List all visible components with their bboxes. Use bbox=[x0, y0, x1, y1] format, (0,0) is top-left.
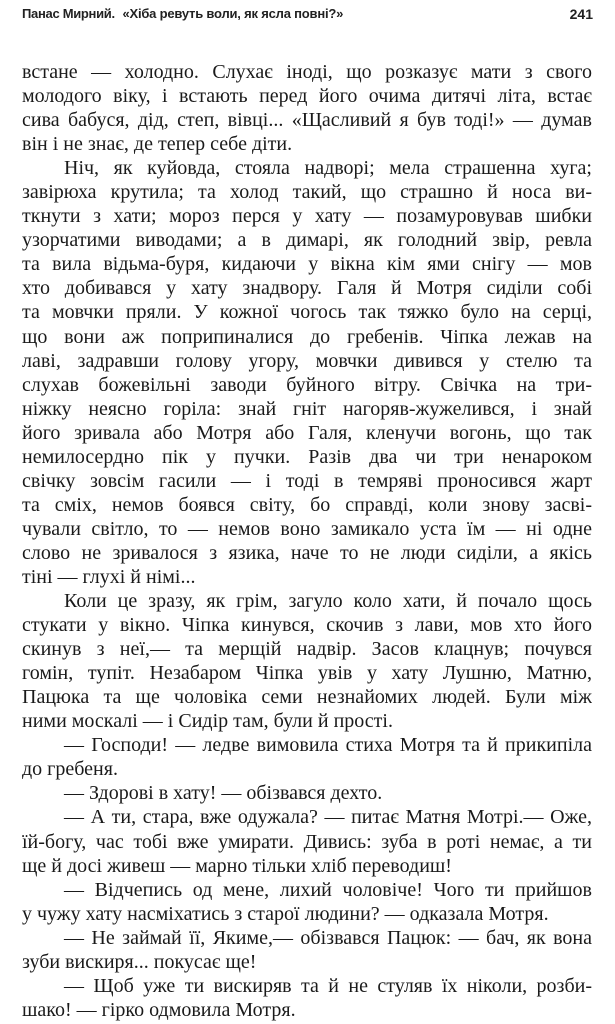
text-line: немилосердно пік у пучки. Разів два чи три ненароком bbox=[22, 445, 592, 468]
text-line: їй-богу, час тобі вже умирати. Дивись: зуба в роті немає, а ти bbox=[22, 830, 592, 853]
text-line: та мовчки пряли. У кожної чогось так тяжко було на серці, bbox=[22, 301, 592, 324]
text-line: ткнути з хати; мороз перся у хату — позамуровував шибки bbox=[22, 205, 592, 228]
text-line: встане — холодно. Слухає іноді, що розказує мати з свого bbox=[22, 61, 592, 83]
text-line: молодого віку, і встають перед його очима дитячі літа, встає bbox=[22, 85, 592, 108]
text-line: свічку зовсім гасили — і тоді в темряві проносився жарт bbox=[22, 469, 592, 492]
text-line: — Господи! — ледве вимовила стиха Мотря та й прикипіла bbox=[64, 734, 592, 757]
text-line: що вони аж поприпиналися до гребенів. Чіпка лежав на bbox=[22, 325, 592, 348]
text-line: гомін, тупіт. Незабаром Чіпка увів у хату Лушню, Матню, bbox=[22, 662, 592, 685]
text-line: — Здорові в хату! — обізвався дехто. bbox=[64, 782, 383, 805]
text-line: слухав божевільні заводи буйного вітру. Свічка на три- bbox=[22, 373, 592, 396]
text-line: чували світло, то — немов воно замикало уста їм — ні одне bbox=[22, 517, 592, 540]
text-line: тіні — глухі й німі... bbox=[22, 565, 196, 588]
text-line: він і не знає, де тепер себе діти. bbox=[22, 133, 293, 156]
text-line: — А ти, стара, вже одужала? — питає Матня Мотрі.— Оже, bbox=[64, 806, 592, 829]
text-line: хто добивався у хату знадвору. Галя й Мотря сиділи собі bbox=[22, 277, 592, 300]
header-author: Панас Мирний. bbox=[22, 6, 115, 21]
text-line: Коли це зразу, як грім, загуло коло хати, й почало щось bbox=[64, 590, 592, 613]
page-number: 241 bbox=[569, 6, 593, 22]
text-line: стукати у вікно. Чіпка кинувся, скочив з лави, мов хто його bbox=[22, 614, 592, 637]
running-header bbox=[22, 6, 593, 26]
text-line: — Відчепись од мене, лихий чоловіче! Чого ти прийшов bbox=[64, 878, 592, 901]
text-line: — Щоб уже ти вискиряв та й не стуляв їх ніколи, розби- bbox=[64, 974, 592, 997]
text-line: слово не зривалося з язика, наче то не люди сиділи, а якісь bbox=[22, 541, 592, 564]
text-line: ніжку неясно горіла: знай гніт нагоряв-жужелився, і знай bbox=[22, 397, 592, 420]
text-line: та сміх, немов боявся світу, бо справді, коли знову засві- bbox=[22, 493, 592, 516]
text-line: лаві, задравши голову угору, мовчки дивився у стелю та bbox=[22, 349, 592, 372]
text-line: завірюха крутила; та холод такий, що страшно й носа ви- bbox=[22, 181, 592, 204]
text-line: — Не займай її, Якиме,— обізвався Пацюк: — бач, як вона bbox=[64, 926, 592, 949]
text-line: зуби вискиря... покусає ще! bbox=[22, 950, 257, 973]
text-line: його зривала або Мотря або Галя, кленучи вогонь, що так bbox=[22, 421, 592, 444]
text-line: Пацюка та ще чоловіка семи незнайомих людей. Були між bbox=[22, 686, 592, 709]
text-line: ними москалі — і Сидір там, були й прості. bbox=[22, 710, 393, 733]
text-line: та вила відьма-буря, кидаючи у вікна кім ями снігу — мов bbox=[22, 253, 592, 276]
text-line: у чужу хату насміхатись з старої людини? — одказала Мотря. bbox=[22, 902, 549, 925]
text-line: шако! — гірко одмовила Мотря. bbox=[22, 998, 296, 1021]
text-line: ще й досі живеш — марно тільки хліб переводиш! bbox=[22, 854, 452, 877]
header-title: «Хіба ревуть воли, як ясла повні?» bbox=[122, 6, 344, 21]
text-line: сива бабуся, дід, степ, вівці... «Щасливий я був тоді!» — думав bbox=[22, 109, 592, 132]
text-line: скинув з неї,— та мерщій надвір. Засов клацнув; почувся bbox=[22, 638, 592, 661]
page-body-text bbox=[22, 60, 592, 1022]
text-line: Ніч, як куйовда, стояла надворі; мела страшенна хуга; bbox=[64, 157, 592, 180]
text-line: узорчатими виводами; а в димарі, як голодний звір, ревла bbox=[22, 229, 592, 252]
text-line: до гребеня. bbox=[22, 758, 118, 781]
